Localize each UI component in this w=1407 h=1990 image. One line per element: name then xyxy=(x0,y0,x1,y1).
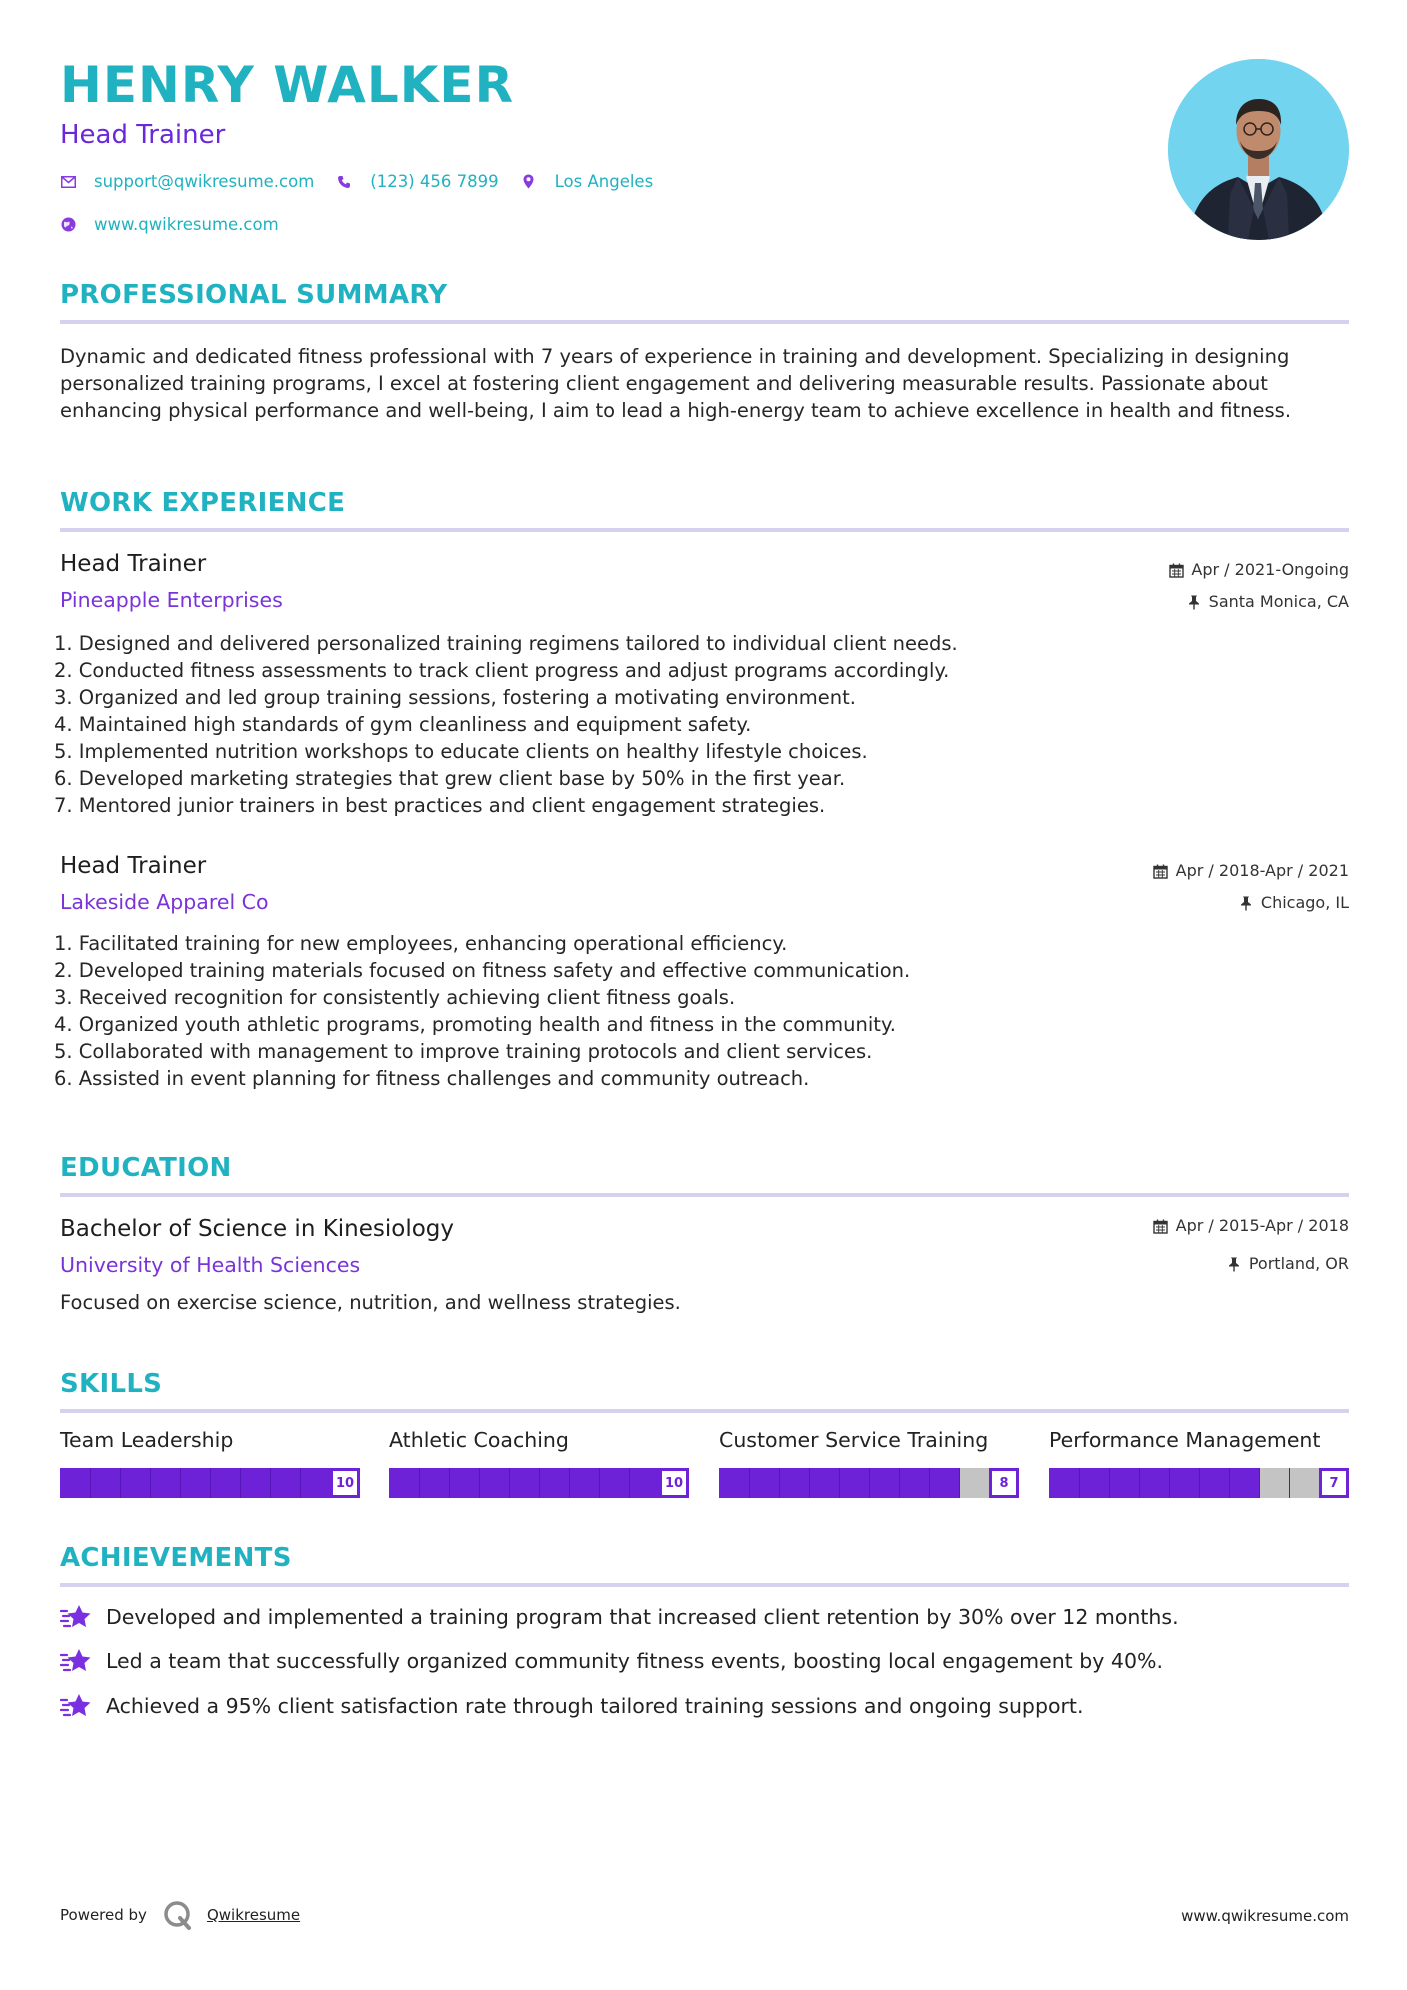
list-item: 1. Designed and delivered personalized training regimens tailored to individual client needs. xyxy=(54,632,958,655)
achievement-item xyxy=(60,1647,1163,1675)
list-item: 5. Collaborated with management to improve training protocols and client services. xyxy=(54,1040,873,1063)
contact-row xyxy=(60,172,675,191)
skill-bar-segment xyxy=(959,1468,960,1498)
email-item[interactable] xyxy=(60,172,314,191)
list-item: 3. Organized and led group training sessions, fostering a motivating environment. xyxy=(54,686,856,709)
skill-bar-segment xyxy=(270,1468,271,1498)
website-text: www.qwikresume.com xyxy=(94,215,279,234)
skill-name: Customer Service Training xyxy=(719,1428,989,1452)
calendar-icon xyxy=(1153,863,1169,879)
calendar-icon xyxy=(1168,562,1184,578)
skill-bar-segment xyxy=(1079,1468,1080,1498)
section-title-summary: PROFESSIONAL SUMMARY xyxy=(60,280,448,310)
section-divider xyxy=(60,1193,1349,1197)
skill-bar-segment xyxy=(1289,1468,1290,1498)
skill-bar-segment xyxy=(809,1468,810,1498)
achievement-item xyxy=(60,1603,1179,1631)
education-description: Focused on exercise science, nutrition, and wellness strategies. xyxy=(60,1291,681,1314)
powered-by-label: Powered by xyxy=(60,1906,147,1924)
pushpin-icon xyxy=(1186,594,1202,610)
list-item: 4. Organized youth athletic programs, promoting health and fitness in the community. xyxy=(54,1013,896,1036)
list-item: 3. Received recognition for consistently achieving client fitness goals. xyxy=(54,986,736,1009)
list-item: 2. Developed training materials focused on fitness safety and effective communication. xyxy=(54,959,911,982)
skill-bar-segment xyxy=(569,1468,570,1498)
section-title-achievements: ACHIEVEMENTS xyxy=(60,1543,292,1573)
list-item: 1. Facilitated training for new employees, enhancing operational efficiency. xyxy=(54,932,788,955)
section-title-education: EDUCATION xyxy=(60,1153,232,1183)
job-location-text: Santa Monica, CA xyxy=(1208,592,1349,611)
skill-bar-segment xyxy=(210,1468,211,1498)
skill-bar-segment xyxy=(539,1468,540,1498)
summary-text: Dynamic and dedicated fitness professional with 7 years of experience in training and development. Specializing in designing personalized training programs, I excel at fostering client engagement and delivering measurable results. Passionate about enhancing physical performance and well-being, I aim to lead a high-energy team to achieve excellence in health and fitness. xyxy=(60,345,1292,422)
star-achievement-icon xyxy=(60,1692,92,1720)
skill-bar-segment xyxy=(1199,1468,1200,1498)
company-name: Lakeside Apparel Co xyxy=(60,890,269,914)
skill-bar-segment xyxy=(1259,1468,1260,1498)
achievement-text: Led a team that successfully organized community fitness events, boosting local engagement by 40%. xyxy=(106,1649,1163,1673)
achievement-item xyxy=(60,1692,1083,1720)
qwikresume-link[interactable]: Qwikresume xyxy=(206,1906,301,1924)
section-divider xyxy=(60,528,1349,532)
skill-level-bar xyxy=(719,1468,1019,1498)
website-item[interactable] xyxy=(60,215,279,234)
achievement-text: Developed and implemented a training program that increased client retention by 30% over 12 months. xyxy=(106,1605,1179,1629)
skill-bar-segment xyxy=(449,1468,450,1498)
skill-level-fill xyxy=(1049,1468,1259,1498)
list-item: 5. Implemented nutrition workshops to educate clients on healthy lifestyle choices. xyxy=(54,740,868,763)
list-item: 2. Conducted fitness assessments to track client progress and adjust programs accordingly. xyxy=(54,659,950,682)
skill-level-value: 10 xyxy=(330,1468,360,1498)
star-achievement-icon xyxy=(60,1603,92,1631)
star-achievement-icon xyxy=(60,1647,92,1675)
job-dates-text: Apr / 2021-Ongoing xyxy=(1191,560,1349,579)
phone-icon xyxy=(336,174,352,190)
skill-bar-segment xyxy=(749,1468,750,1498)
email-text: support@qwikresume.com xyxy=(94,172,315,191)
skill-name: Athletic Coaching xyxy=(389,1428,569,1452)
job-location xyxy=(1238,895,1349,911)
location-item xyxy=(521,172,654,191)
candidate-name: HENRY WALKER xyxy=(60,56,515,114)
skill-bar-segment xyxy=(1229,1468,1230,1498)
education-location xyxy=(1226,1256,1349,1272)
skill-bar-segment xyxy=(599,1468,600,1498)
company-name: Pineapple Enterprises xyxy=(60,588,283,612)
calendar-icon xyxy=(1153,1218,1169,1234)
degree-title: Bachelor of Science in Kinesiology xyxy=(60,1216,455,1242)
skill-level-value: 8 xyxy=(989,1468,1019,1498)
website-row xyxy=(60,215,301,234)
education-location-text: Portland, OR xyxy=(1248,1254,1349,1273)
skill-bar-segment xyxy=(1109,1468,1110,1498)
job-location xyxy=(1186,594,1349,610)
school-name: University of Health Sciences xyxy=(60,1253,361,1277)
section-title-skills: SKILLS xyxy=(60,1369,163,1399)
skill-bar-segment xyxy=(180,1468,181,1498)
envelope-icon xyxy=(60,174,76,190)
job-bullets xyxy=(54,630,1344,819)
skill-name: Performance Management xyxy=(1049,1428,1321,1452)
skill-item xyxy=(719,1428,1019,1491)
skill-level-value: 10 xyxy=(659,1468,689,1498)
skill-bar-segment xyxy=(1169,1468,1170,1498)
skill-bar-segment xyxy=(629,1468,630,1498)
list-item: 6. Assisted in event planning for fitness challenges and community outreach. xyxy=(54,1067,810,1090)
list-item: 7. Mentored junior trainers in best practices and client engagement strategies. xyxy=(54,794,826,817)
pushpin-icon xyxy=(1226,1256,1242,1272)
job-title: Head Trainer xyxy=(60,853,207,879)
skill-bar-segment xyxy=(300,1468,301,1498)
list-item: 4. Maintained high standards of gym cleanliness and equipment safety. xyxy=(54,713,752,736)
skill-bar-segment xyxy=(839,1468,840,1498)
skill-bar-segment xyxy=(899,1468,900,1498)
phone-item[interactable] xyxy=(336,172,498,191)
pushpin-icon xyxy=(1238,895,1254,911)
location-text: Los Angeles xyxy=(554,172,654,191)
qwikresume-logo-icon xyxy=(163,1900,193,1930)
skill-bar-segment xyxy=(1139,1468,1140,1498)
list-item: 6. Developed marketing strategies that grew client base by 50% in the first year. xyxy=(54,767,846,790)
skill-bar-segment xyxy=(509,1468,510,1498)
skill-bar-segment xyxy=(929,1468,930,1498)
job-location-text: Chicago, IL xyxy=(1260,893,1349,912)
footer-powered-by xyxy=(60,1900,300,1930)
skill-level-bar xyxy=(60,1468,360,1498)
skill-bar-segment xyxy=(120,1468,121,1498)
skill-bar-segment xyxy=(150,1468,151,1498)
section-title-experience: WORK EXPERIENCE xyxy=(60,488,346,518)
skill-bar-segment xyxy=(90,1468,91,1498)
skill-item xyxy=(1049,1428,1349,1491)
skill-level-value: 7 xyxy=(1319,1468,1349,1498)
job-dates xyxy=(1153,863,1349,879)
education-dates xyxy=(1153,1218,1349,1234)
skill-bar-segment xyxy=(419,1468,420,1498)
education-dates-text: Apr / 2015-Apr / 2018 xyxy=(1175,1216,1349,1235)
skill-name: Team Leadership xyxy=(60,1428,234,1452)
job-dates xyxy=(1168,562,1349,578)
section-divider xyxy=(60,1409,1349,1413)
globe-icon xyxy=(60,217,76,233)
skill-item xyxy=(389,1428,689,1491)
footer-website[interactable]: www.qwikresume.com xyxy=(1181,1907,1349,1925)
map-pin-icon xyxy=(521,174,537,190)
skill-bar-segment xyxy=(869,1468,870,1498)
section-divider xyxy=(60,320,1349,324)
job-title: Head Trainer xyxy=(60,551,207,577)
skill-level-bar xyxy=(1049,1468,1349,1498)
job-bullets xyxy=(54,930,1344,1092)
achievement-text: Achieved a 95% client satisfaction rate through tailored training sessions and ongoing support. xyxy=(106,1694,1084,1718)
skill-bar-segment xyxy=(779,1468,780,1498)
skill-bar-segment xyxy=(479,1468,480,1498)
phone-text: (123) 456 7899 xyxy=(370,172,499,191)
profile-photo xyxy=(1168,59,1349,240)
skill-item xyxy=(60,1428,360,1491)
skill-bar-segment xyxy=(240,1468,241,1498)
job-dates-text: Apr / 2018-Apr / 2021 xyxy=(1175,861,1349,880)
candidate-role: Head Trainer xyxy=(60,120,226,150)
section-divider xyxy=(60,1583,1349,1587)
skill-level-bar xyxy=(389,1468,689,1498)
